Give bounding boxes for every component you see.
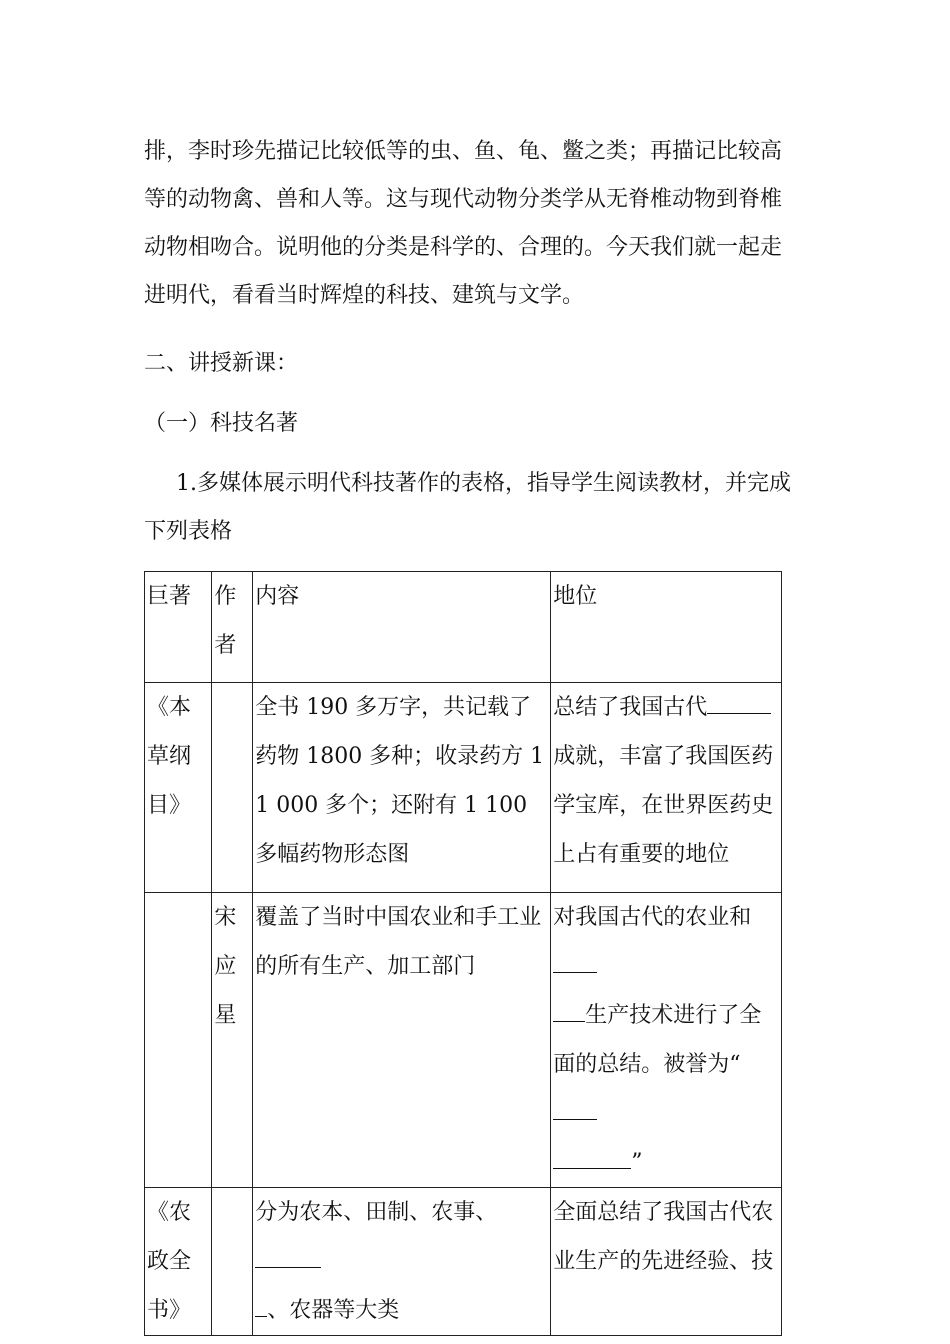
fill-blank[interactable] bbox=[707, 687, 771, 714]
cell-status: 全面总结了我国古代农业生产的先进经验、技 bbox=[551, 1188, 782, 1336]
task-paragraph: 1.多媒体展示明代科技著作的表格，指导学生阅读教材，并完成下列表格 bbox=[144, 471, 791, 544]
table-row bbox=[145, 1188, 782, 1336]
cell-content: 全书 190 多万字，共记载了药物 1800 多种；收录药方 11 000 多个；还附有 1 100 多幅药物形态图 bbox=[253, 683, 551, 893]
header-content: 内容 bbox=[253, 572, 551, 683]
header-status: 地位 bbox=[551, 572, 782, 683]
cell-author: 宋应星 bbox=[212, 893, 253, 1188]
science-works-table bbox=[144, 571, 782, 1336]
header-author: 作者 bbox=[212, 572, 253, 683]
subsection-heading: （一）科技名著 bbox=[144, 411, 299, 436]
cell-content: 覆盖了当时中国农业和手工业的所有生产、加工部门 bbox=[253, 893, 551, 1188]
cell-status bbox=[551, 683, 782, 893]
fill-blank[interactable] bbox=[553, 995, 585, 1022]
fill-blank[interactable] bbox=[553, 946, 597, 973]
cell-author bbox=[212, 683, 253, 893]
section-heading: 二、讲授新课： bbox=[144, 351, 299, 376]
table-header-row bbox=[145, 572, 782, 683]
intro-paragraph: 排，李时珍先描记比较低等的虫、鱼、龟、鳖之类；再描记比较高等的动物禽、兽和人等。这与现代动物分类学从无脊椎动物到脊椎动物相吻合。说明他的分类是科学的、合理的。今天我们就一起走进明代，看看当时辉煌的科技、建筑与文学。 bbox=[144, 139, 783, 308]
cell-work bbox=[145, 893, 212, 1188]
table-row bbox=[145, 683, 782, 893]
status-text: ” bbox=[631, 1150, 643, 1175]
status-text: 对我国古代的农业和 bbox=[553, 905, 752, 930]
table-row bbox=[145, 893, 782, 1188]
content-text: 、农器等大类 bbox=[267, 1298, 400, 1323]
fill-blank[interactable] bbox=[553, 1142, 631, 1169]
cell-status bbox=[551, 893, 782, 1188]
content-text: 分为农本、田制、农事、 bbox=[255, 1200, 498, 1225]
fill-blank[interactable] bbox=[255, 1241, 321, 1268]
status-text: 成就，丰富了我国医药学宝库，在世界医药史上占有重要的地位 bbox=[553, 744, 774, 867]
status-text: 总结了我国古代 bbox=[553, 695, 708, 720]
fill-blank[interactable] bbox=[255, 1290, 267, 1317]
cell-author bbox=[212, 1188, 253, 1336]
cell-content bbox=[253, 1188, 551, 1336]
header-work: 巨著 bbox=[145, 572, 212, 683]
fill-blank[interactable] bbox=[553, 1093, 597, 1120]
status-text: 生产技术进行了全面的总结。被誉为“ bbox=[553, 1003, 762, 1077]
cell-work: 《农政全书》 bbox=[145, 1188, 212, 1336]
cell-work: 《本草纲目》 bbox=[145, 683, 212, 893]
